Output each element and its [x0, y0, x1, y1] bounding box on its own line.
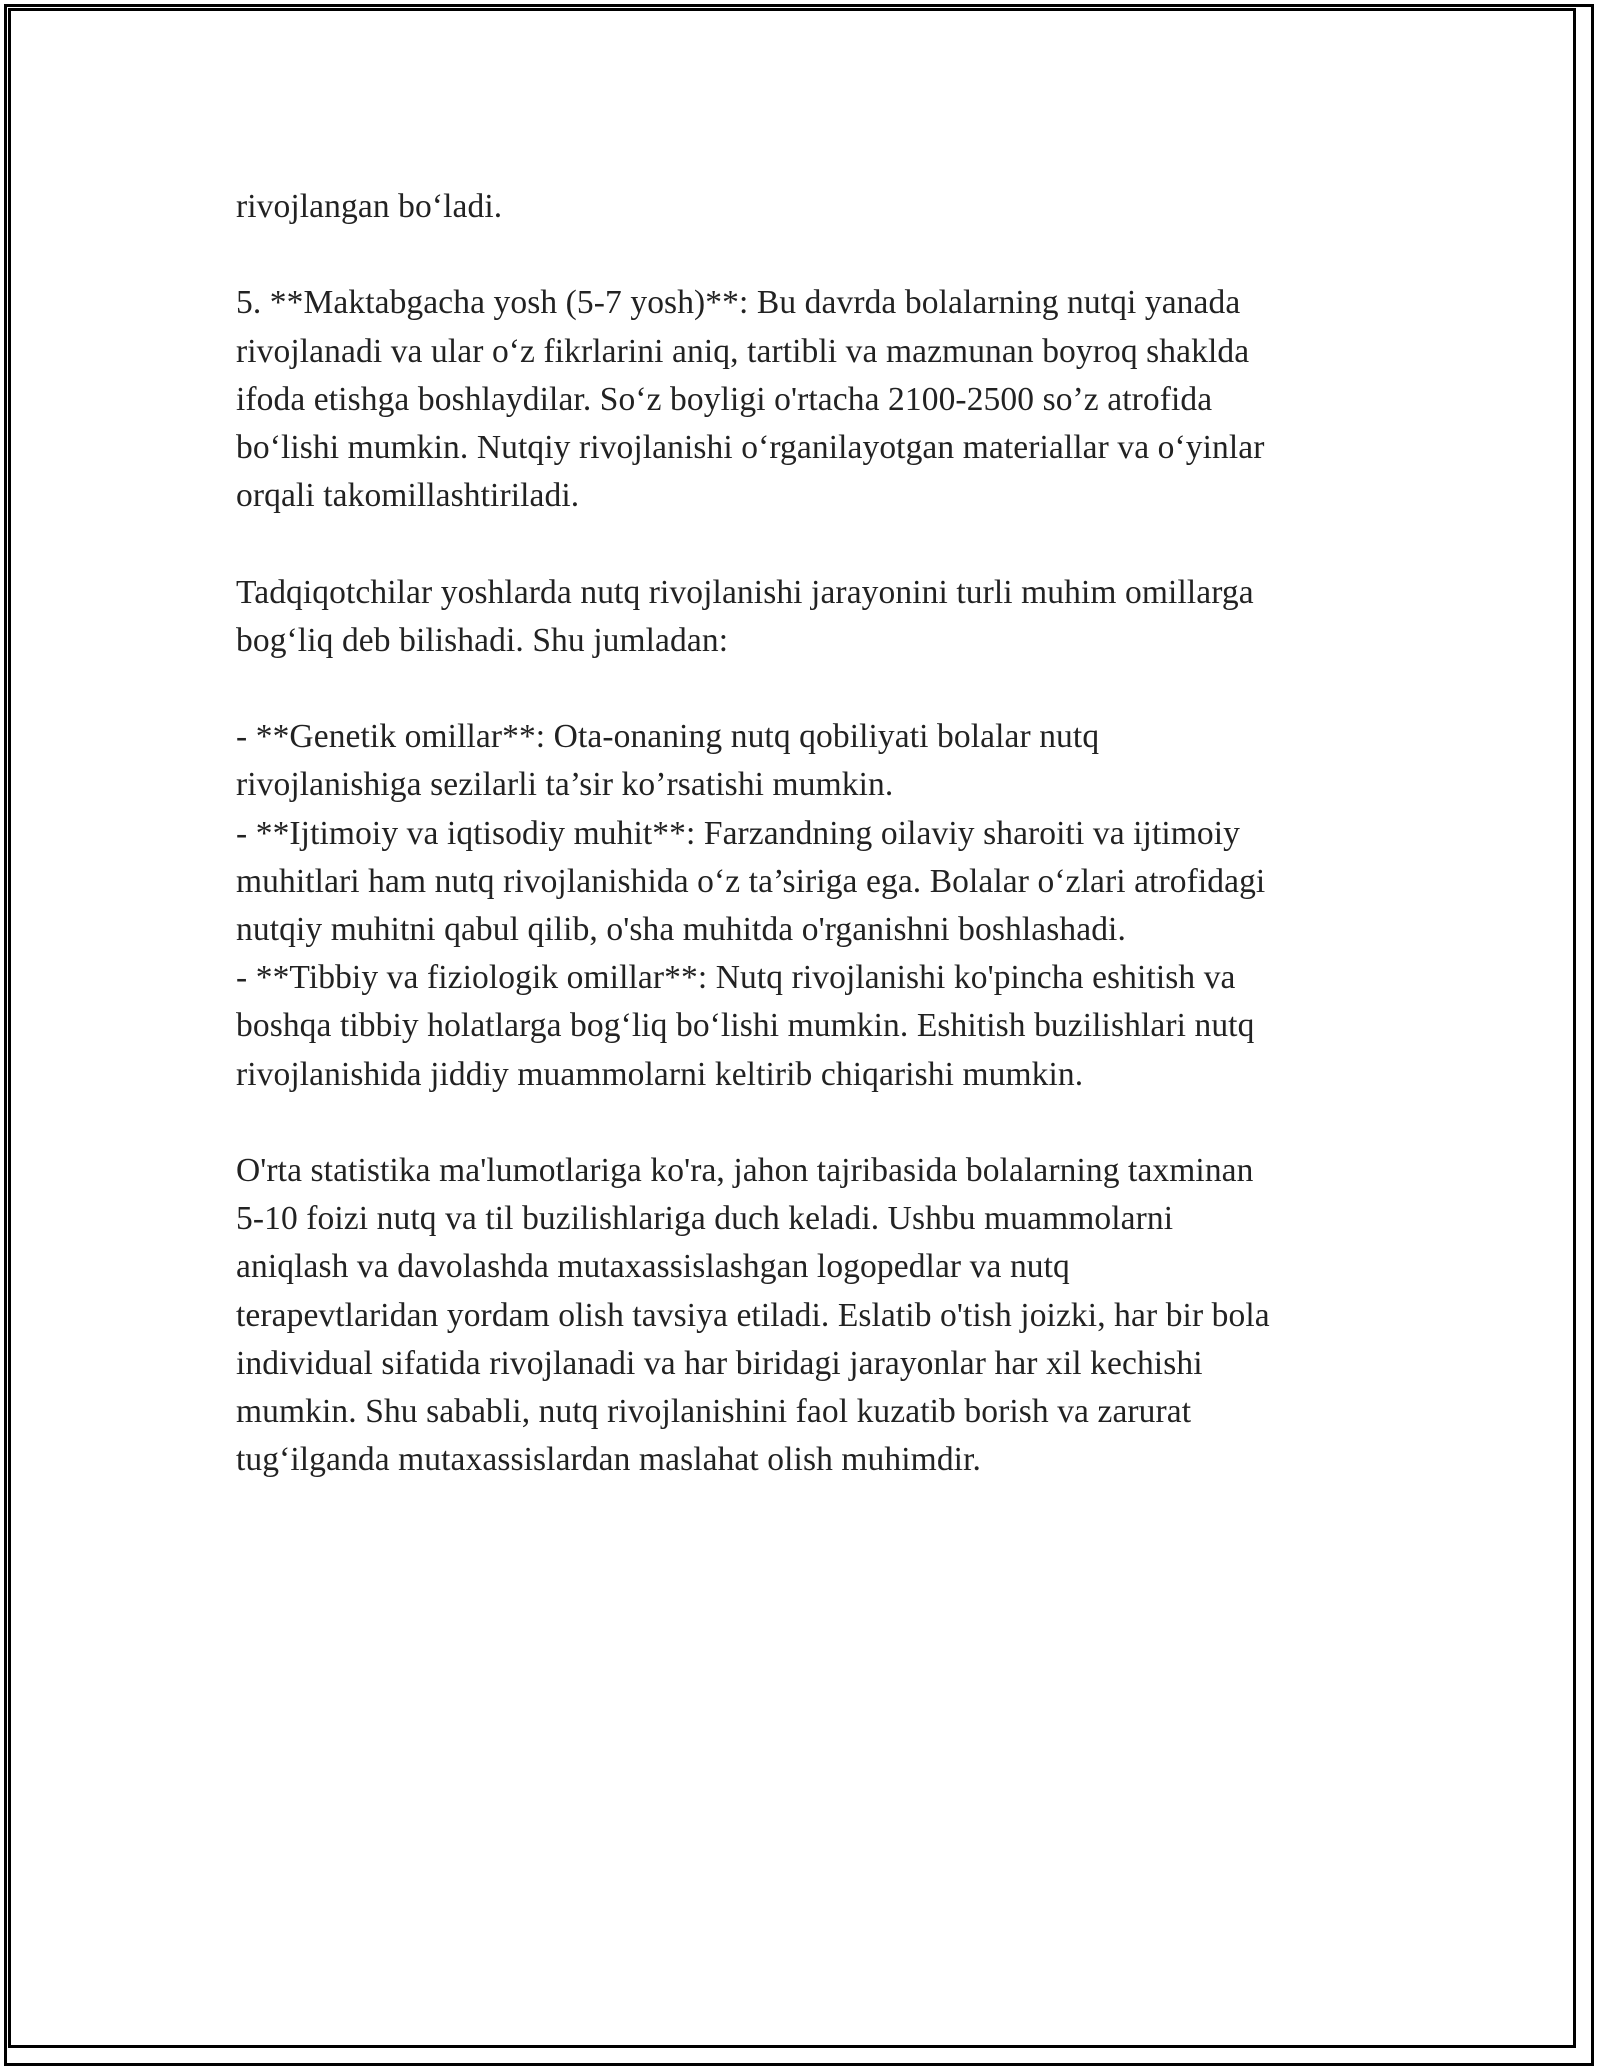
- list-item-line: muhitlari ham nutq rivojlanishida o‘z ta’siriga ega. Bolalar o‘zlari atrofidagi: [236, 862, 1266, 900]
- list-item-line: rivojlanishida jiddiy muammolarni keltirib chiqarishi mumkin.: [236, 1055, 1084, 1093]
- paragraph-preschool-age: [236, 279, 1376, 520]
- paragraph-gap: [236, 520, 1376, 568]
- text-line: 5-10 foizi nutq va til buzilishlariga duch keladi. Ushbu muammolarni: [236, 1200, 1174, 1238]
- text-line: rivojlangan bo‘ladi.: [236, 188, 503, 225]
- text-line: aniqlash va davolashda mutaxassislashgan logopedlar va nutq: [236, 1248, 1070, 1286]
- text-line: terapevtlaridan yordam olish tavsiya etiladi. Eslatib o'tish joizki, har bir bola: [236, 1296, 1270, 1334]
- paragraph-continuation: [236, 183, 1376, 231]
- text-line: rivojlanadi va ular o‘z fikrlarini aniq, tartibli va mazmunan boyroq shaklda: [236, 332, 1250, 370]
- paragraph-gap: [236, 665, 1376, 713]
- text-line: ifoda etishga boshlaydilar. So‘z boyligi o'rtacha 2100-2500 so’z atrofida: [236, 380, 1213, 418]
- text-line: O'rta statistika ma'lumotlariga ko'ra, jahon tajribasida bolalarning taxminan: [236, 1152, 1254, 1189]
- factors-list: [236, 713, 1376, 1099]
- paragraph-statistics: [236, 1147, 1376, 1484]
- text-line: bog‘liq deb bilishadi. Shu jumladan:: [236, 621, 729, 659]
- text-line: 5. **Maktabgacha yosh (5-7 yosh)**: Bu davrda bolalarning nutqi yanada: [236, 284, 1241, 322]
- list-item-line: nutqiy muhitni qabul qilib, o'sha muhitda o'rganishni boshlashadi.: [236, 911, 1126, 948]
- text-line: mumkin. Shu sababli, nutq rivojlanishini faol kuzatib borish va zarurat: [236, 1393, 1192, 1431]
- paragraph-gap: [236, 1099, 1376, 1147]
- paragraph-researchers: [236, 569, 1376, 665]
- document-body: [236, 183, 1376, 1484]
- list-item-line: boshqa tibbiy holatlarga bog‘liq bo‘lishi mumkin. Eshitish buzilishlari nutq: [236, 1007, 1255, 1045]
- list-item-line: - **Tibbiy va fiziologik omillar**: Nutq rivojlanishi ko'pincha eshitish va: [236, 959, 1236, 997]
- list-item-line: - **Ijtimoiy va iqtisodiy muhit**: Farzandning oilaviy sharoiti va ijtimoiy: [236, 814, 1241, 852]
- text-line: tug‘ilganda mutaxassislardan maslahat olish muhimdir.: [236, 1441, 981, 1479]
- text-line: individual sifatida rivojlanadi va har biridagi jarayonlar har xil kechishi: [236, 1344, 1203, 1382]
- list-item-line: rivojlanishiga sezilarli ta’sir ko’rsatishi mumkin.: [236, 766, 894, 804]
- paragraph-gap: [236, 231, 1376, 279]
- list-item-line: - **Genetik omillar**: Ota-onaning nutq qobiliyati bolalar nutq: [236, 718, 1100, 756]
- text-line: Tadqiqotchilar yoshlarda nutq rivojlanishi jarayonini turli muhim omillarga: [236, 573, 1254, 611]
- text-line: bo‘lishi mumkin. Nutqiy rivojlanishi o‘rganilayotgan materiallar va o‘yinlar: [236, 429, 1265, 466]
- text-line: orqali takomillashtiriladi.: [236, 477, 580, 515]
